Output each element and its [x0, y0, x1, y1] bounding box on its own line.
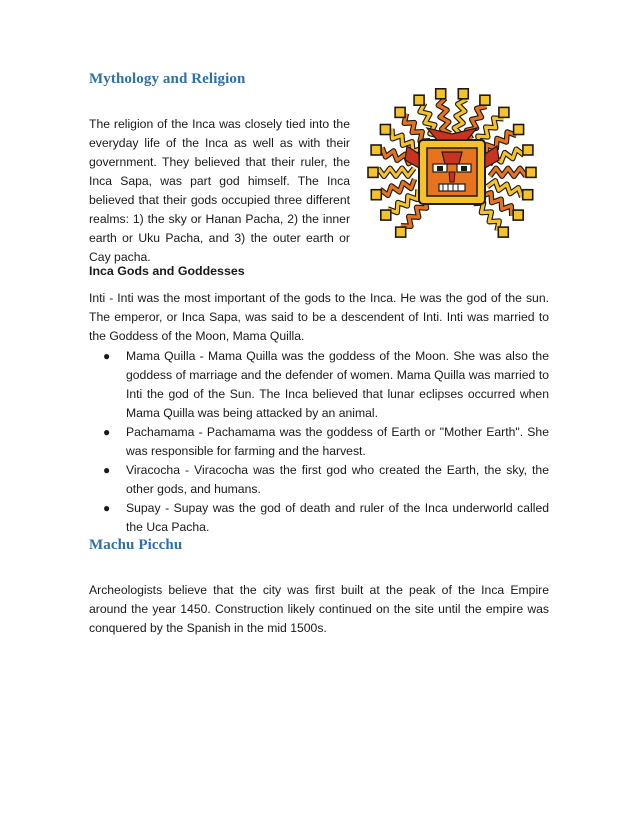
inca-sun-god-image: [357, 88, 547, 254]
sun-ray-head: [380, 125, 390, 135]
sun-ray-head: [371, 190, 381, 200]
sun-ray-head: [396, 227, 406, 237]
list-item: [99, 423, 549, 461]
inti-paragraph: Inti - Inti was the most important of the gods to the Inca. He was the god of the sun. The emperor, or Inca Sapa, was said to be a descendent of Inti. Inti was married to the Goddess of the Moon, Mama Quilla.: [89, 291, 549, 343]
machu-picchu-title: Machu Picchu: [89, 537, 183, 553]
sun-ray-head: [414, 95, 424, 105]
sun-ray: [388, 189, 418, 212]
mythology-intro: The religion of the Inca was closely tied into the everyday life of the Inca as well as with their government. They believed that their ruler, the Inca Sapa, was part god himself. The Inca believed that their gods occupied three different realms: 1) the sky or Hanan Pacha, 2) the inner earth or Uku Pacha, and 3) the outer earth or Cay pacha.: [89, 117, 350, 264]
sun-ray-head: [436, 89, 446, 99]
sun-ray-head: [499, 107, 509, 117]
bullet-icon: ●: [103, 501, 111, 515]
sun-ray-head: [381, 210, 391, 220]
sun-ray-head: [368, 167, 378, 177]
sun-ray-head: [514, 125, 524, 135]
bullet-icon: ●: [103, 425, 111, 439]
list-item-text: Viracocha - Viracocha was the first god who created the Earth, the sky, the other gods, and humans.: [126, 463, 549, 496]
sun-ray-head: [513, 210, 523, 220]
sun-ray-head: [523, 145, 533, 155]
list-item-text: Mama Quilla - Mama Quilla was the goddess of the Moon. She was also the goddess of marriage and the defender of women. Mama Quilla was married to Inti the god of the Sun. The Inca believed that lunar eclipses occurred when Mama Quilla was being attacked by an animal.: [126, 349, 549, 420]
machu-picchu-paragraph: Archeologists believe that the city was first built at the peak of the Inca Empire around the year 1450. Construction likely continued on the site until the empire was conquered by the Spanish in the mid 1500s.: [89, 583, 549, 635]
list-item: [99, 347, 549, 423]
gods-list: [99, 347, 549, 537]
sun-ray-head: [458, 89, 468, 99]
sun-ray-outline: [474, 203, 500, 231]
sun-ray-head: [526, 167, 536, 177]
bullet-icon: ●: [103, 463, 111, 477]
bullet-icon: ●: [103, 349, 111, 363]
sun-ray-head: [395, 107, 405, 117]
list-item: [99, 499, 549, 537]
list-item: [99, 461, 549, 499]
sun-ray-head: [480, 95, 490, 105]
list-item-text: Pachamama - Pachamama was the goddess of Earth or "Mother Earth". She was responsible for farming and the harvest.: [126, 425, 549, 458]
sun-ray-head: [523, 190, 533, 200]
mythology-title: Mythology and Religion: [89, 71, 246, 87]
list-item-text: Supay - Supay was the god of death and ruler of the Inca underworld called the Uca Pacha.: [126, 501, 549, 534]
sun-ray-head: [371, 145, 381, 155]
sun-ray-head: [498, 227, 508, 237]
gods-heading: Inca Gods and Goddesses: [89, 264, 245, 278]
